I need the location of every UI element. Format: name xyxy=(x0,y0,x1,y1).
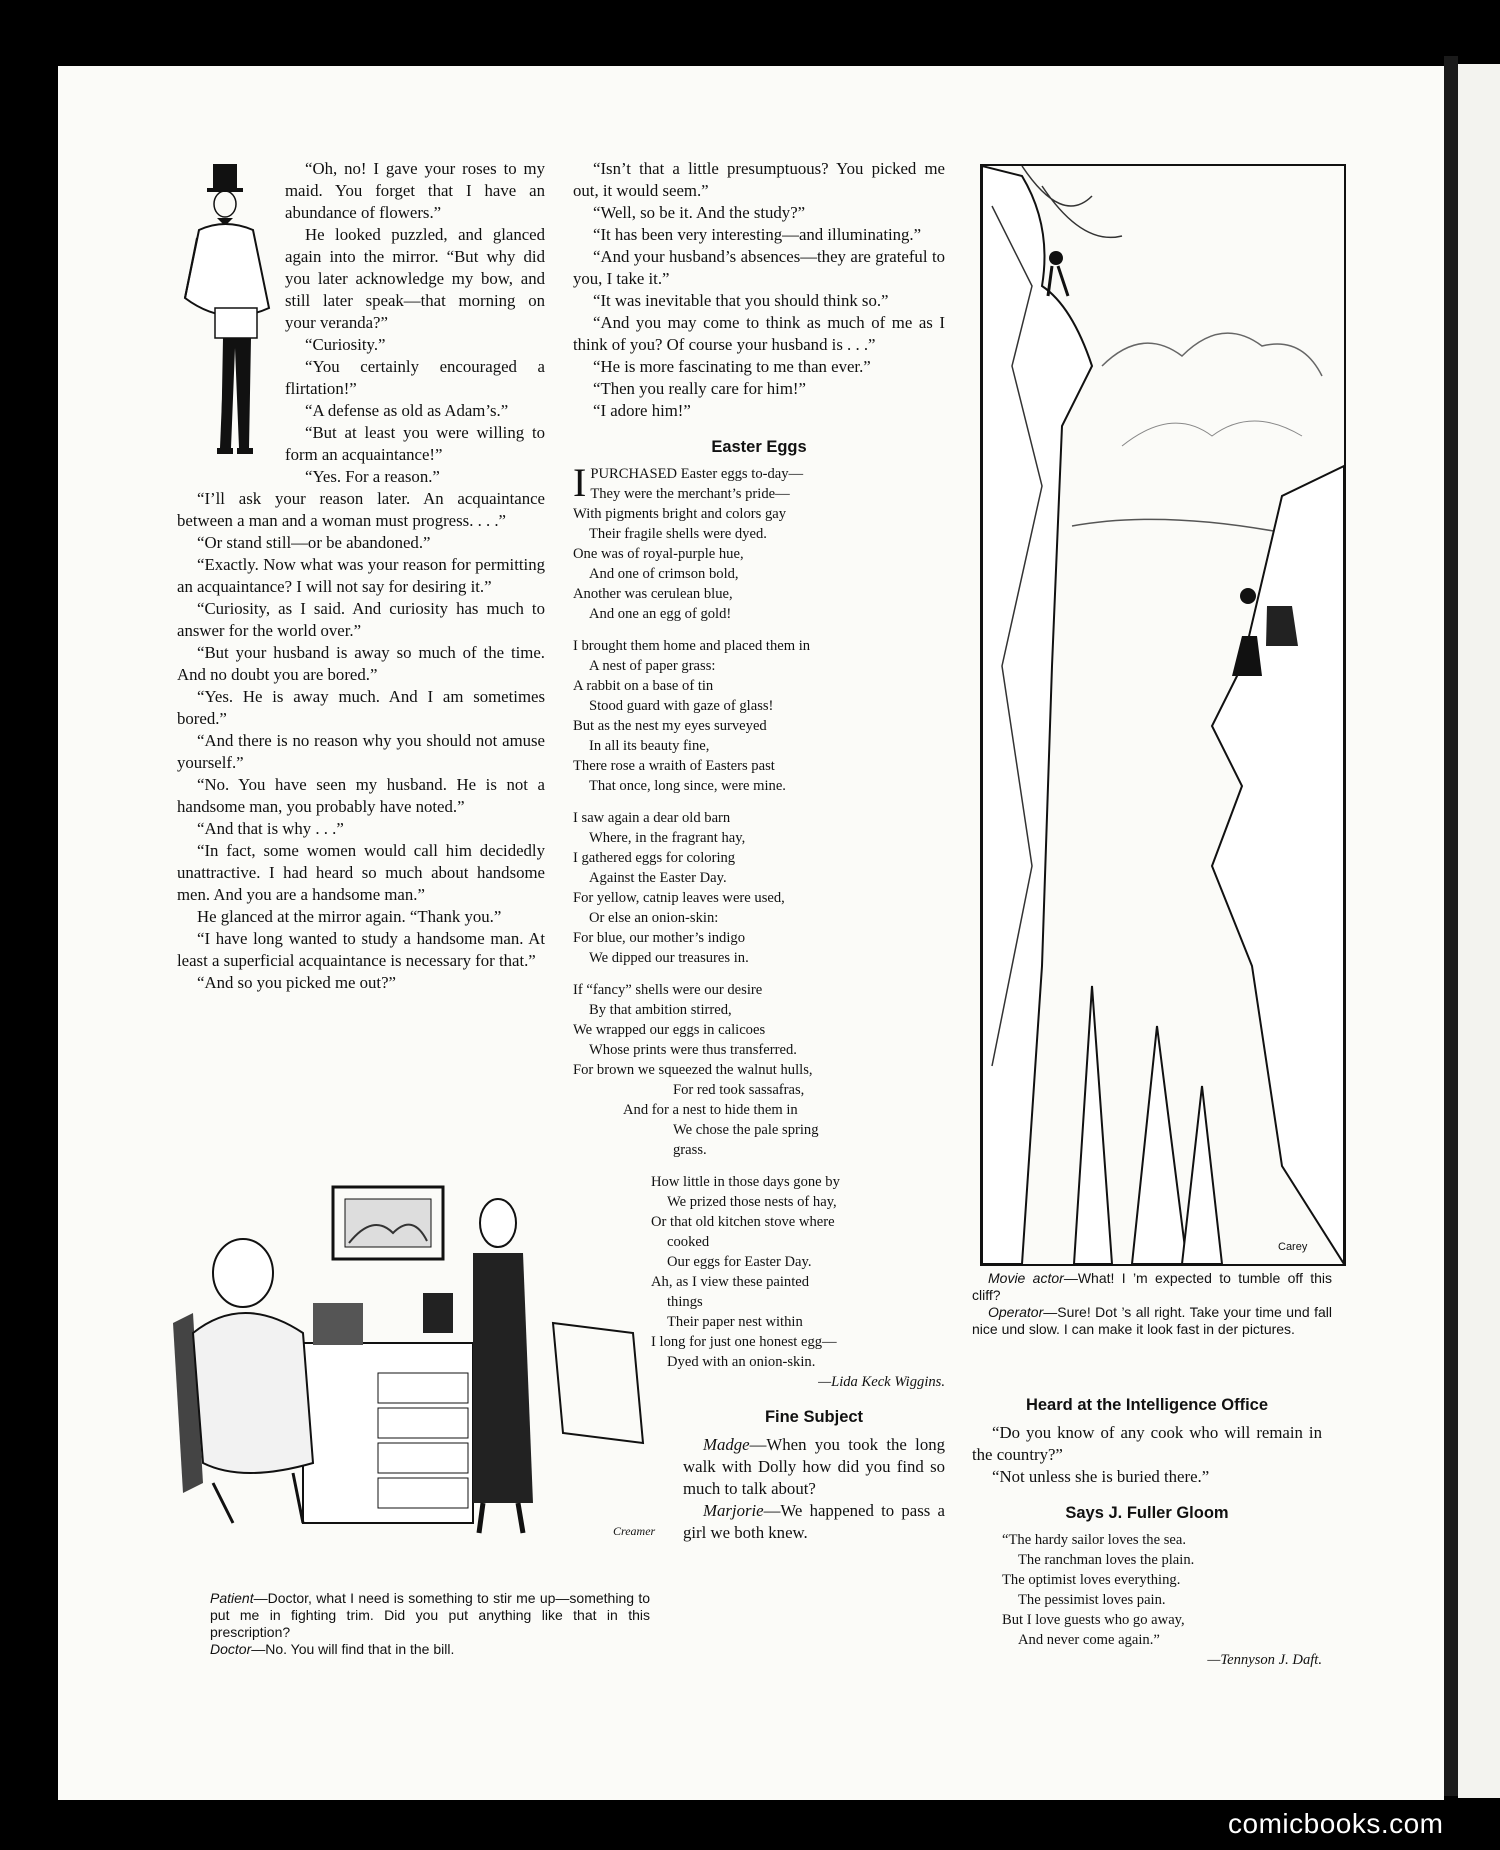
poem-line: I gathered eggs for coloring xyxy=(573,850,736,866)
poem-line: We chose the pale spring xyxy=(673,1122,819,1138)
jokes-column xyxy=(972,1380,1322,1670)
joke-line: “Not unless she is buried there.” xyxy=(992,1467,1210,1486)
poem-line: They were the merchant’s pride— xyxy=(590,486,790,502)
speaker-name: Movie actor xyxy=(988,1270,1064,1286)
poem-line: Against the Easter Day. xyxy=(589,870,727,886)
fine-subject-title: Fine Subject xyxy=(764,1408,864,1426)
poem-signature: —Lida Keck Wiggins. xyxy=(818,1374,945,1390)
paragraph: “But at least you were willing to form an acquaintance!” xyxy=(285,423,545,464)
paragraph: “No. You have seen my husband. He is not a handsome man, you probably have noted.” xyxy=(177,775,545,816)
paragraph: “You certainly encouraged a flirtation!” xyxy=(285,357,545,398)
poem-line: Dyed with an onion-skin. xyxy=(667,1354,816,1370)
poem-line: And one of crimson bold, xyxy=(589,566,739,582)
poem-line: Ah, as I view these painted xyxy=(651,1274,810,1290)
speaker-name: Doctor xyxy=(210,1641,252,1657)
poem-line: PURCHASED Easter eggs to-day— xyxy=(590,466,804,482)
paragraph: “Then you really care for him!” xyxy=(593,379,806,398)
poem-line: The pessimist loves pain. xyxy=(1018,1592,1166,1608)
poem-line: And one an egg of gold! xyxy=(589,606,732,622)
dialogue-text: —When you took the long walk with Dolly how did you find so much to talk about? xyxy=(683,1435,945,1498)
doctor-cartoon-caption xyxy=(210,1590,650,1658)
poem-line: A nest of paper grass: xyxy=(589,658,716,674)
poem-line: With pigments bright and colors gay xyxy=(573,506,787,522)
poem-line: Where, in the fragrant hay, xyxy=(589,830,746,846)
stanza-3 xyxy=(573,808,945,968)
poem-line: grass. xyxy=(673,1142,707,1158)
paragraph: “And you may come to think as much of me as I think of you? Of course your husband is . . .” xyxy=(573,313,945,354)
paragraph: “And there is no reason why you should not amuse yourself.” xyxy=(177,731,545,772)
speaker-name: Patient xyxy=(210,1590,254,1606)
paragraph: “Yes. For a reason.” xyxy=(305,467,440,486)
paragraph: “It was inevitable that you should think so.” xyxy=(593,291,889,310)
gloom-verse xyxy=(972,1530,1322,1670)
poem-line: Another was cerulean blue, xyxy=(573,586,733,602)
poem-line: For red took sassafras, xyxy=(673,1082,805,1098)
poem-line: I long for just one honest egg— xyxy=(651,1334,837,1350)
paragraph: “I’ll ask your reason later. An acquaintance between a man and a woman must progress. . . .” xyxy=(177,489,545,530)
paragraph: “Exactly. Now what was your reason for permitting an acquaintance? I will not say for desiring it.” xyxy=(177,555,545,596)
poem-line: Our eggs for Easter Day. xyxy=(667,1254,812,1270)
poem-line: One was of royal-purple hue, xyxy=(573,546,744,562)
paragraph: He glanced at the mirror again. “Thank you.” xyxy=(197,907,502,926)
artist-signature: Carey xyxy=(1278,1241,1308,1253)
poem-line: Stood guard with gaze of glass! xyxy=(589,698,774,714)
poem-line: things xyxy=(667,1294,703,1310)
paragraph: “Yes. He is away much. And I am sometimes bored.” xyxy=(177,687,545,728)
poem-line: Whose prints were thus transferred. xyxy=(589,1042,797,1058)
poem-line: I brought them home and placed them in xyxy=(573,638,811,654)
stanza-4 xyxy=(573,980,945,1160)
page-gutter xyxy=(1444,56,1458,1796)
joke-line: “Do you know of any cook who will remain in the country?” xyxy=(972,1423,1322,1464)
caption-text: —Doctor, what I need is something to stir me up—something to put me in fighting trim. Did you put anything like that in this prescription? xyxy=(210,1590,650,1640)
caption-text: —What! I ’m expected to tumble off this cliff? xyxy=(972,1270,1332,1303)
poem-line: In all its beauty fine, xyxy=(589,738,710,754)
poem-line: But I love guests who go away, xyxy=(1002,1612,1185,1628)
poem-line: For yellow, catnip leaves were used, xyxy=(573,890,785,906)
poem-line: And for a nest to hide them in xyxy=(623,1102,798,1118)
poem-line: And never come again.” xyxy=(1018,1632,1160,1648)
poem-line: But as the nest my eyes surveyed xyxy=(573,718,767,734)
caption-text: —No. You will find that in the bill. xyxy=(251,1641,455,1657)
paragraph: “Well, so be it. And the study?” xyxy=(593,203,806,222)
paragraph: “I adore him!” xyxy=(593,401,691,420)
speaker-name: Madge xyxy=(703,1435,750,1454)
poem-line: There rose a wraith of Easters past xyxy=(573,758,775,774)
poem-line: We dipped our treasures in. xyxy=(589,950,749,966)
poem-line: How little in those days gone by xyxy=(651,1174,840,1190)
cliff-cartoon xyxy=(980,164,1346,1266)
gentleman-illustration xyxy=(177,158,277,470)
stanza-1 xyxy=(573,460,945,624)
poem-line: cooked xyxy=(667,1234,710,1250)
gloom-title: Says J. Fuller Gloom xyxy=(1065,1504,1229,1522)
paragraph: “Or stand still—or be abandoned.” xyxy=(197,533,431,552)
poem-line: For brown we squeezed the walnut hulls, xyxy=(573,1062,813,1078)
poem-line: A rabbit on a base of tin xyxy=(573,678,714,694)
poem-line: Their paper nest within xyxy=(667,1314,803,1330)
paragraph: “But your husband is away so much of the time. And no doubt you are bored.” xyxy=(177,643,545,684)
paragraph: “And that is why . . .” xyxy=(197,819,344,838)
poem-line: Or that old kitchen stove where xyxy=(651,1214,835,1230)
poem-line: If “fancy” shells were our desire xyxy=(573,982,763,998)
paragraph: “And your husband’s absences—they are grateful to you, I take it.” xyxy=(573,247,945,288)
speaker-name: Operator xyxy=(988,1304,1044,1320)
poem-line: The optimist loves everything. xyxy=(1002,1572,1181,1588)
paragraph: “Isn’t that a little presumptuous? You picked me out, it would seem.” xyxy=(573,159,945,200)
artist-signature: Creamer xyxy=(613,1524,656,1538)
heard-title: Heard at the Intelligence Office xyxy=(1025,1396,1269,1414)
paragraph: “I have long wanted to study a handsome man. At least a superficial acquaintance is necessary for that.” xyxy=(177,929,545,970)
story-column-1 xyxy=(177,158,545,994)
poem-line: The ranchman loves the plain. xyxy=(1018,1552,1195,1568)
paragraph: “Curiosity, as I said. And curiosity has much to answer for the world over.” xyxy=(177,599,545,640)
caption-text: —Sure! Dot ’s all right. Take your time und fall nice und slow. I can make it look fast in der pictures. xyxy=(972,1304,1332,1337)
cliff-cartoon-caption xyxy=(972,1270,1332,1338)
paragraph: “A defense as old as Adam’s.” xyxy=(305,401,509,420)
facing-page-edge xyxy=(1458,64,1500,1798)
gloom-signature: —Tennyson J. Daft. xyxy=(1207,1652,1322,1668)
poem-line: That once, long since, were mine. xyxy=(589,778,786,794)
watermark: comicbooks.com xyxy=(1228,1808,1444,1839)
doctor-cartoon xyxy=(173,1183,659,1543)
poem-line: We prized those nests of hay, xyxy=(667,1194,837,1210)
paragraph: “Oh, no! I gave your roses to my maid. You forget that I have an abundance of flowers.” xyxy=(285,159,545,222)
poem-line: By that ambition stirred, xyxy=(589,1002,732,1018)
dialogue-text: —We happened to pass a girl we both knew. xyxy=(683,1501,945,1542)
poem-line: Their fragile shells were dyed. xyxy=(589,526,767,542)
paragraph: He looked puzzled, and glanced again into the mirror. “But why did you later acknowledge my bow, and still later speak—that morning on your veranda?” xyxy=(285,225,545,332)
speaker-name: Marjorie xyxy=(703,1501,764,1520)
poem-line: Or else an onion-skin: xyxy=(589,910,719,926)
paragraph: “It has been very interesting—and illuminating.” xyxy=(593,225,922,244)
poem-line: I saw again a dear old barn xyxy=(573,810,731,826)
poem-line: “The hardy sailor loves the sea. xyxy=(1002,1532,1186,1548)
drop-cap: I xyxy=(573,460,587,505)
paragraph: “He is more fascinating to me than ever.” xyxy=(593,357,871,376)
paragraph: “Curiosity.” xyxy=(305,335,386,354)
poem-line: For blue, our mother’s indigo xyxy=(573,930,746,946)
stanza-2 xyxy=(573,636,945,796)
paragraph: “In fact, some women would call him decidedly unattractive. I had heard so much about handsome men. And you are a handsome man.” xyxy=(177,841,545,904)
poem-line: We wrapped our eggs in calicoes xyxy=(573,1022,766,1038)
paragraph: “And so you picked me out?” xyxy=(197,973,396,992)
poem-title: Easter Eggs xyxy=(711,438,807,456)
